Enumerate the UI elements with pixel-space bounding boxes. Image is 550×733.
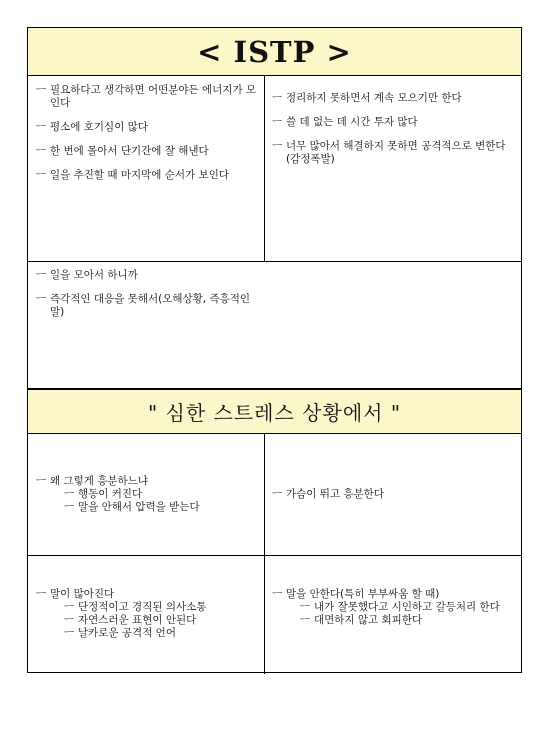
hline-top-section <box>28 261 521 262</box>
list-item: ㅡ 쓸 데 없는 데 시간 투자 많다 <box>272 116 418 128</box>
list-item: ㅡ 너무 많아서 해결하지 못하면 공격적으로 변한다 (감정폭발) <box>272 140 506 165</box>
cell-middle <box>36 269 266 330</box>
list-item: ㅡ 가슴이 뛰고 흥분한다 <box>272 488 384 500</box>
sub-item: ㅡ 단정적이고 경직된 의사소통 <box>64 601 207 613</box>
list-item: ㅡ 정리하지 못하면서 계속 모으기만 한다 <box>272 92 462 104</box>
hline-stress-section <box>28 555 521 556</box>
cell-stress-bottom-left <box>36 588 258 640</box>
sub-item: ㅡ 날카로운 공격적 언어 <box>64 627 176 639</box>
list-item: ㅡ 평소에 호기심이 많다 <box>36 121 148 133</box>
list-item: ㅡ 필요하다고 생각하면 어떤분야든 에너지가 모인다 <box>36 84 257 109</box>
cell-stress-top-right <box>272 488 516 501</box>
list-item: ㅡ 일을 추진할 때 마지막에 순서가 보인다 <box>36 169 229 181</box>
cell-top-right <box>272 92 516 177</box>
list-item: ㅡ 즉각적인 대응을 못해서(오해상황, 즉흥적인 말) <box>36 293 251 318</box>
sub-item: ㅡ 말을 안해서 압력을 받는다 <box>64 501 200 513</box>
list-item: ㅡ 한 번에 몰아서 단기간에 잘 해낸다 <box>36 145 209 157</box>
list-item: ㅡ 말이 많아진다 <box>36 588 115 600</box>
sub-item: ㅡ 행동이 커진다 <box>64 488 143 500</box>
title-band <box>28 28 521 76</box>
sub-item: ㅡ 내가 잘못했다고 시인하고 갈등처리 한다 <box>300 601 500 613</box>
section-subtitle: " 심한 스트레스 상황에서 " <box>147 401 402 425</box>
divider-top <box>264 76 265 261</box>
sub-item: ㅡ 자연스러운 표현이 안된다 <box>64 614 197 626</box>
subtitle-band <box>28 388 521 434</box>
page-title: < ISTP > <box>197 34 352 69</box>
sub-item: ㅡ 대면하지 않고 회피한다 <box>300 614 423 626</box>
cell-stress-bottom-right <box>272 588 516 627</box>
list-item: ㅡ 왜 그렇게 흥분하느냐 <box>36 475 148 487</box>
list-item: ㅡ 말을 안한다(특히 부부싸움 할 때) <box>272 588 440 600</box>
istp-sheet <box>27 27 522 673</box>
cell-top-left <box>36 84 258 193</box>
list-item: ㅡ 일을 모아서 하니까 <box>36 269 138 281</box>
divider-stress <box>264 434 265 674</box>
cell-stress-top-left <box>36 475 258 514</box>
